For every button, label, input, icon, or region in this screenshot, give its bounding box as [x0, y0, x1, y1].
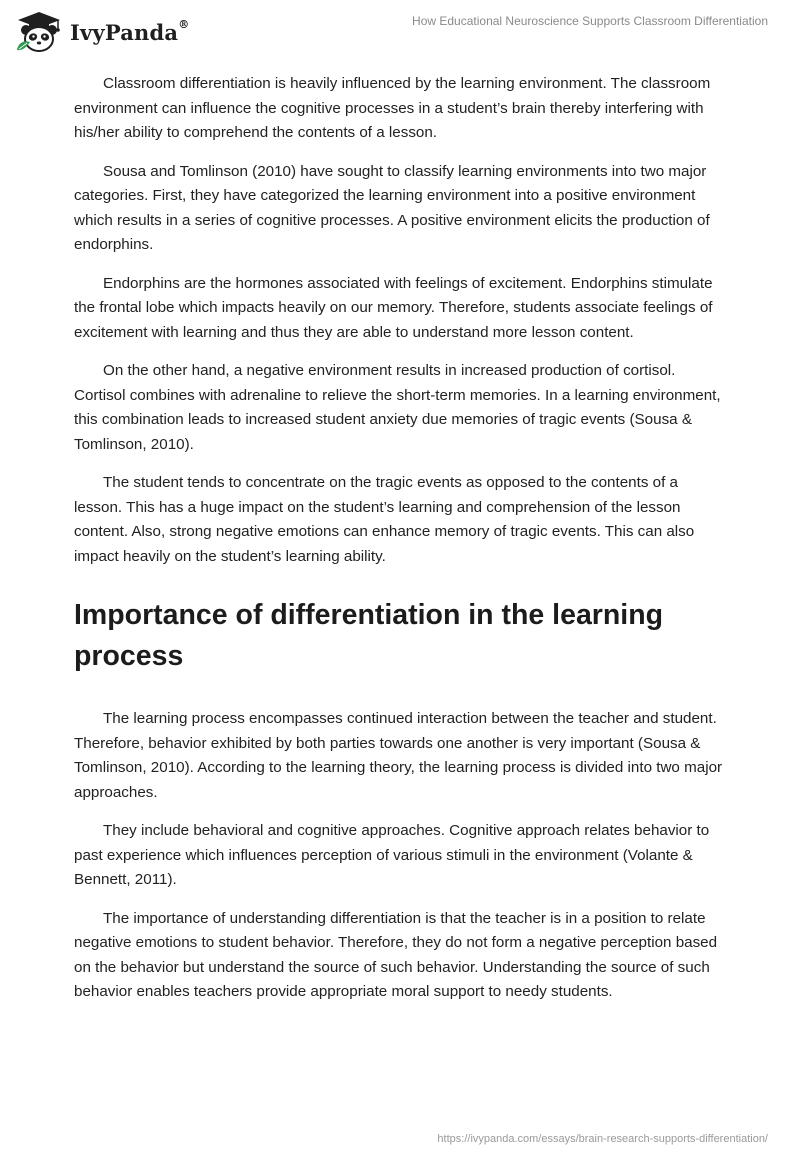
section-heading: Importance of differentiation in the learning process	[74, 599, 664, 672]
brand-logo[interactable]	[14, 10, 189, 54]
paragraph: Endorphins are the hormones associated with feelings of excitement. Endorphins stimulate the frontal lobe which impacts heavily on our memory. Therefore, students associate feelings of excitement with learning and thus they are able to understand more lesson content.	[74, 274, 713, 341]
paragraph: Classroom differentiation is heavily influenced by the learning environment. The classroom environment can influence the cognitive processes in a student’s brain thereby interfering with his/her ability to comprehend the contents of a lesson.	[74, 75, 711, 141]
paragraph: They include behavioral and cognitive approaches. Cognitive approach relates behavior to past experience which influences perception of various stimuli in the environment (Volante & Bennett, 2011).	[74, 822, 710, 888]
page-header	[0, 0, 800, 64]
essay-content	[74, 72, 728, 1019]
paragraph: On the other hand, a negative environment results in increased production of cortisol. Cortisol combines with adrenaline to relieve the short-term memories. In a learning environment, this combination leads to increased student anxiety due memories of tragic events (Sousa & Tomlinson, 2010).	[74, 362, 721, 453]
paragraph: Sousa and Tomlinson (2010) have sought to classify learning environments into two major categories. First, they have categorized the learning environment into a positive environment which results in a series of cognitive processes. A positive environment elicits the production of endorphins.	[74, 162, 710, 253]
panda-graduate-icon	[14, 10, 64, 54]
brand-name: IvyPanda®	[70, 17, 190, 45]
paragraph: The student tends to concentrate on the tragic events as opposed to the contents of a lesson. This has a huge impact on the student’s learning and comprehension of the lesson content. Also, strong negative emotions can enhance memory of tragic events. This can also impact heavily on the student’s learning ability.	[74, 474, 695, 565]
source-url[interactable]: https://ivypanda.com/essays/brain-research-supports-differentiation/	[437, 1133, 768, 1145]
paragraph: The learning process encompasses continued interaction between the teacher and student. Therefore, behavior exhibited by both parties towards one another is very important (Sousa & Tomlinson, 2010). According to the learning theory, the learning process is divided into two major approaches.	[74, 710, 723, 801]
document-title: How Educational Neuroscience Supports Classroom Differentiation	[412, 14, 768, 28]
paragraph: The importance of understanding differentiation is that the teacher is in a position to relate negative emotions to student behavior. Therefore, they do not form a negative perception based on the behavior but understand the source of such behavior. Understanding the source of such behavior enables teachers provide appropriate moral support to needy students.	[74, 909, 718, 1000]
